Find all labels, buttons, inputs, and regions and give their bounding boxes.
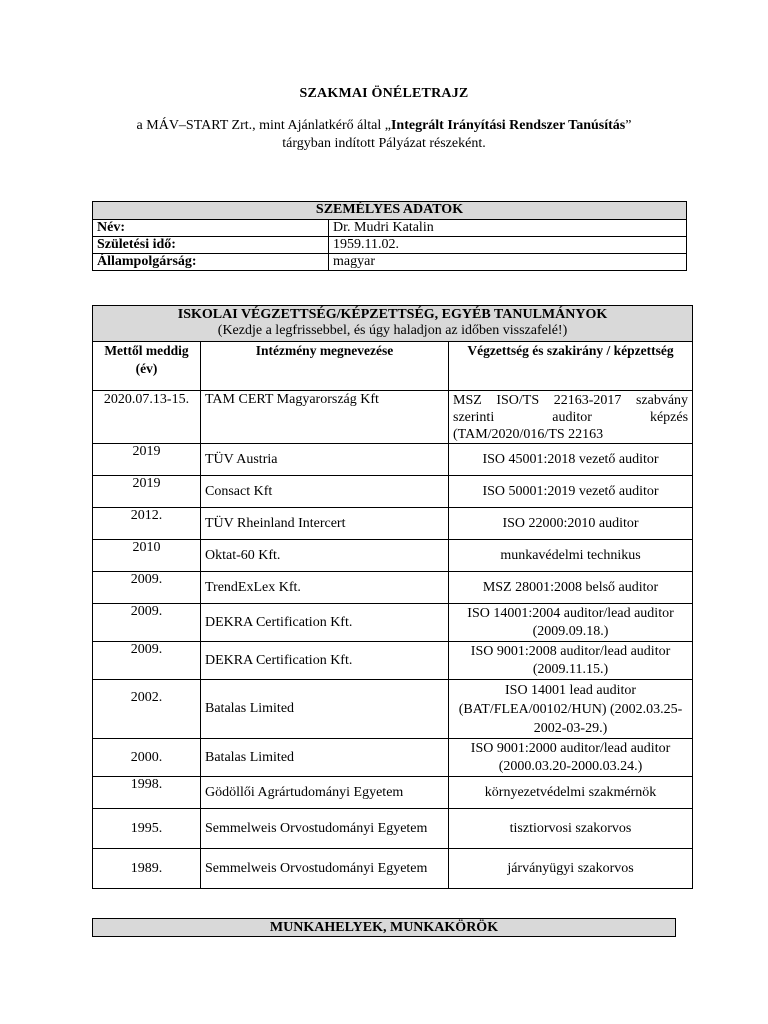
cell-institution: TÜV Rheinland Intercert xyxy=(201,508,449,540)
cell-qualification: ISO 22000:2010 auditor xyxy=(449,508,693,540)
personal-data-heading: SZEMÉLYES ADATOK xyxy=(93,202,687,220)
document-title: SZAKMAI ÖNÉLETRAJZ xyxy=(299,86,469,101)
cell-date: 2019 xyxy=(93,476,201,508)
cell-institution: Consact Kft xyxy=(201,476,449,508)
cell-qualification: környezetvédelmi szakmérnök xyxy=(449,777,693,809)
column-header-qualification: Végzettség és szakirány / képzettség xyxy=(449,342,693,391)
intro-prefix: a MÁV–START Zrt., mint Ajánlatkérő által „ xyxy=(136,118,391,133)
cell-date: 2000. xyxy=(93,739,201,777)
intro-line-2: tárgyban indított Pályázat részeként. xyxy=(282,136,486,151)
cell-date: 2010 xyxy=(93,540,201,572)
education-heading: ISKOLAI VÉGZETTSÉG/KÉPZETTSÉG, EGYÉB TANULMÁNYOK xyxy=(177,307,608,322)
education-table xyxy=(92,305,693,889)
cell-institution: TÜV Austria xyxy=(201,444,449,476)
intro-suffix: ” xyxy=(625,118,632,133)
table-row xyxy=(93,444,693,476)
table-row xyxy=(93,739,693,777)
cell-date: 2009. xyxy=(93,604,201,642)
table-row xyxy=(93,220,687,237)
table-row xyxy=(93,849,693,889)
table-row xyxy=(93,508,693,540)
table-row xyxy=(93,237,687,254)
personal-data-table xyxy=(92,201,687,271)
cell-date: 2002. xyxy=(93,680,201,739)
cell-qualification: ISO 9001:2000 auditor/lead auditor (2000.03.20-2000.03.24.) xyxy=(449,739,693,777)
cell-institution: Gödöllői Agrártudományi Egyetem xyxy=(201,777,449,809)
education-heading-cell xyxy=(93,306,693,342)
cell-date: 2020.07.13-15. xyxy=(93,391,201,444)
cell-institution: Semmelweis Orvostudományi Egyetem xyxy=(201,809,449,849)
table-row xyxy=(93,254,687,271)
column-header-institution: Intézmény megnevezése xyxy=(201,342,449,391)
cell-date: 2009. xyxy=(93,572,201,604)
cell-date: 1995. xyxy=(93,809,201,849)
cell-qualification: MSZ ISO/TS 22163-2017 szabvány szerinti auditor képzés (TAM/2020/016/TS 22163 xyxy=(449,391,693,444)
personal-label-name: Név: xyxy=(93,220,329,237)
table-row xyxy=(93,391,693,444)
column-header-period: Mettől meddig (év) xyxy=(93,342,201,391)
cell-qualification: tisztiorvosi szakorvos xyxy=(449,809,693,849)
table-row xyxy=(93,809,693,849)
cell-qualification: ISO 9001:2008 auditor/lead auditor (2009.11.15.) xyxy=(449,642,693,680)
personal-label-birthdate: Születési idő: xyxy=(93,237,329,254)
table-row xyxy=(93,777,693,809)
document-intro xyxy=(0,117,768,153)
cell-institution: DEKRA Certification Kft. xyxy=(201,642,449,680)
cell-qualification: ISO 14001:2004 auditor/lead auditor (2009.09.18.) xyxy=(449,604,693,642)
education-subheading: (Kezdje a legfrissebbel, és úgy haladjon az időben visszafelé!) xyxy=(217,323,568,338)
cell-qualification: ISO 45001:2018 vezető auditor xyxy=(449,444,693,476)
workplaces-heading: MUNKAHELYEK, MUNKAKÖRÖK xyxy=(92,918,676,937)
cell-date: 2019 xyxy=(93,444,201,476)
cell-qualification: ISO 14001 lead auditor (BAT/FLEA/00102/HUN) (2002.03.25-2002-03-29.) xyxy=(449,680,693,739)
table-row xyxy=(93,572,693,604)
table-row xyxy=(93,540,693,572)
cell-institution: Semmelweis Orvostudományi Egyetem xyxy=(201,849,449,889)
personal-value-birthdate: 1959.11.02. xyxy=(329,237,687,254)
cell-institution: Batalas Limited xyxy=(201,680,449,739)
cell-qualification: ISO 50001:2019 vezető auditor xyxy=(449,476,693,508)
intro-project-name: Integrált Irányítási Rendszer Tanúsítás xyxy=(390,118,626,133)
cell-date: 2012. xyxy=(93,508,201,540)
cell-qualification: járványügyi szakorvos xyxy=(449,849,693,889)
table-row xyxy=(93,476,693,508)
cell-institution: Batalas Limited xyxy=(201,739,449,777)
cell-qualification: munkavédelmi technikus xyxy=(449,540,693,572)
intro-line-1 xyxy=(0,117,768,135)
personal-value-citizenship: magyar xyxy=(329,254,687,271)
cell-institution: TrendExLex Kft. xyxy=(201,572,449,604)
cell-institution: Oktat-60 Kft. xyxy=(201,540,449,572)
table-row xyxy=(93,680,693,739)
table-row xyxy=(93,642,693,680)
personal-label-citizenship: Állampolgárság: xyxy=(93,254,329,271)
personal-value-name: Dr. Mudri Katalin xyxy=(329,220,687,237)
cell-qualification: MSZ 28001:2008 belső auditor xyxy=(449,572,693,604)
table-row xyxy=(93,604,693,642)
cell-institution: TAM CERT Magyarország Kft xyxy=(201,391,449,444)
cell-date: 2009. xyxy=(93,642,201,680)
cell-date: 1998. xyxy=(93,777,201,809)
cell-date: 1989. xyxy=(93,849,201,889)
cell-institution: DEKRA Certification Kft. xyxy=(201,604,449,642)
